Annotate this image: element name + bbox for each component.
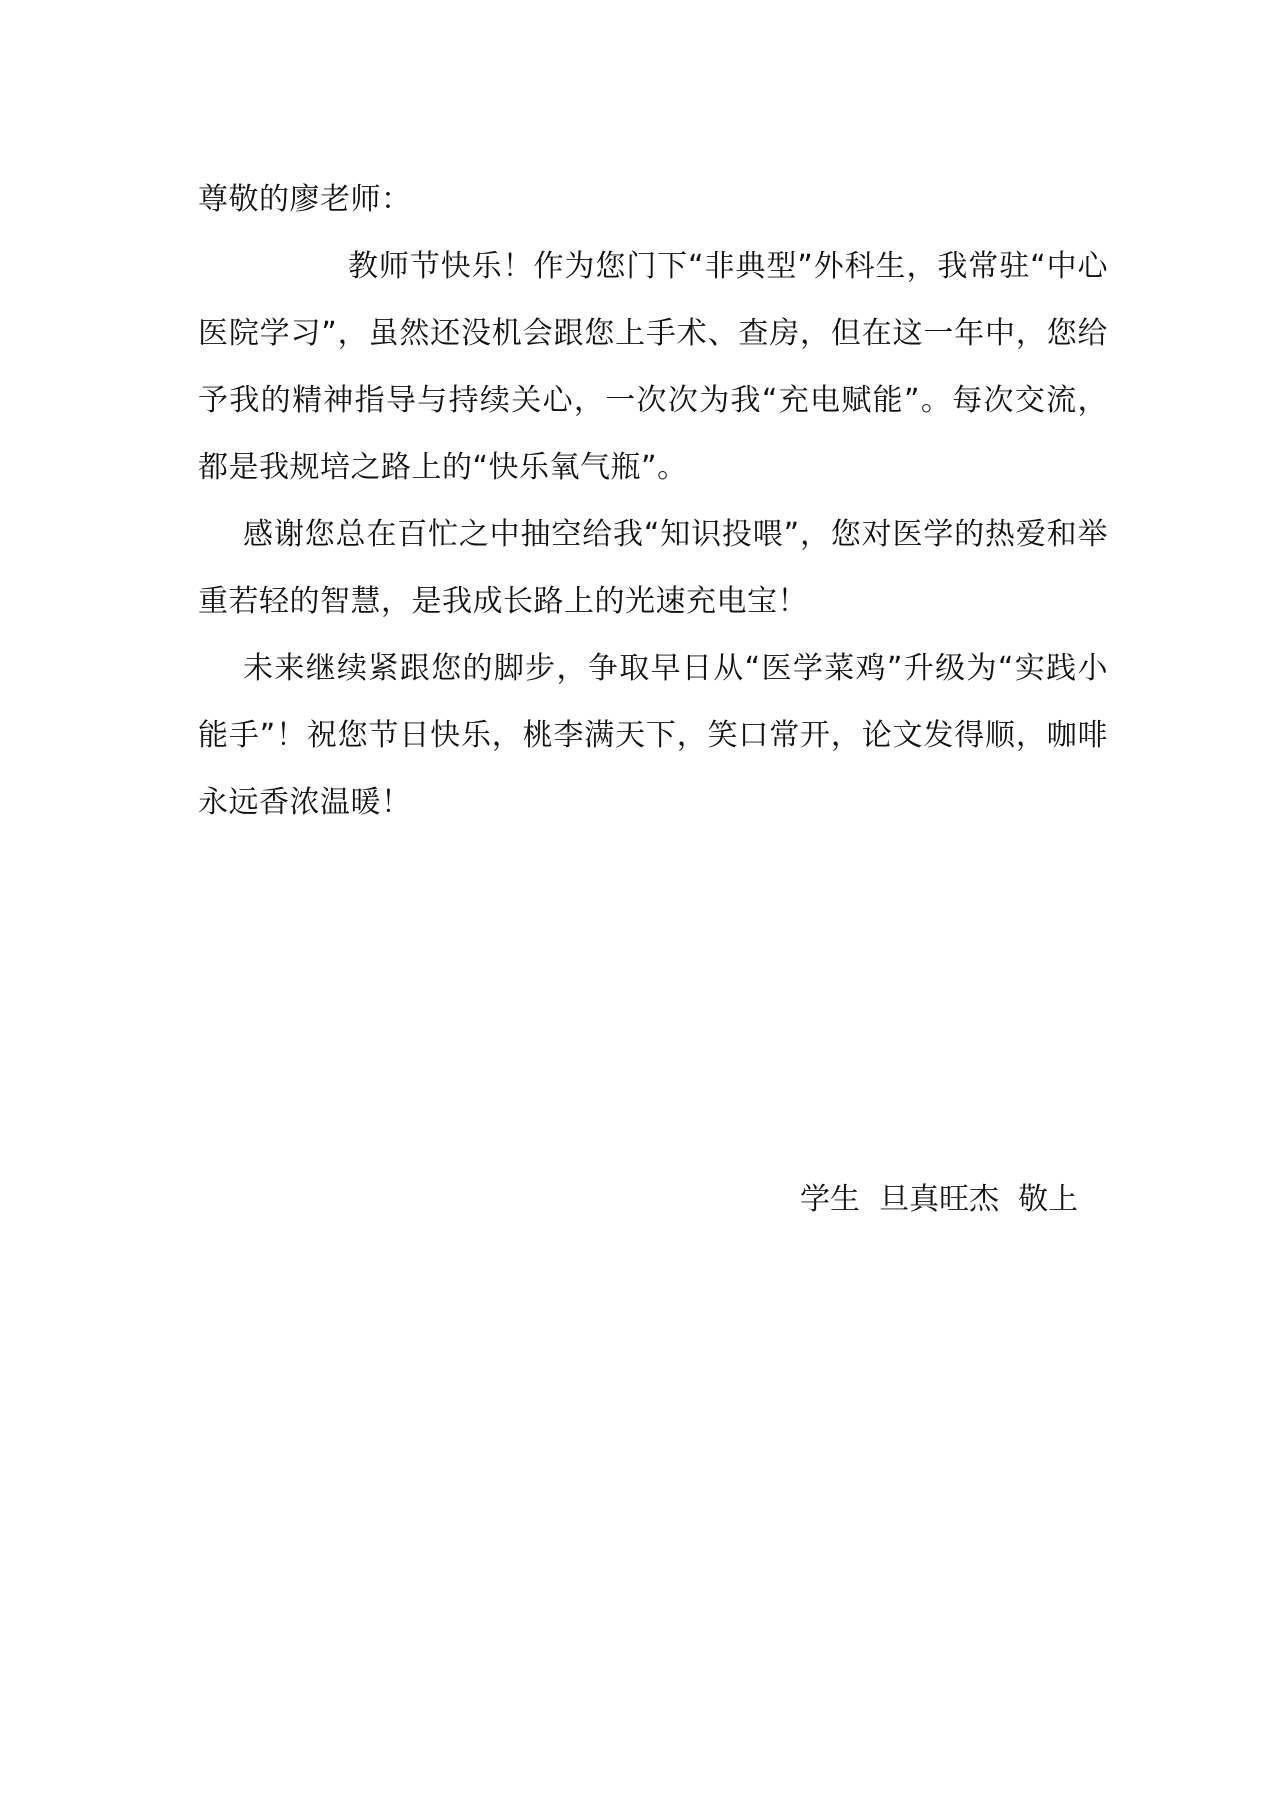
salutation: 尊敬的廖老师： xyxy=(198,182,412,217)
letter-body xyxy=(198,166,1108,836)
paragraph-greeting: 教师节快乐！作为您门下“非典型”外科生，我常驻“中心医院学习”，虽然还没机会跟您上手术、查房，但在这一年中，您给予我的精神指导与持续关心，一次次为我“充电赋能”。每次交流，都是我规培之路上的“快乐氧气瓶”。 xyxy=(198,249,1108,485)
paragraph-thanks: 感谢您总在百忙之中抽空给我“知识投喂”，您对医学的热爱和举重若轻的智慧，是我成长路上的光速充电宝！ xyxy=(198,517,1108,619)
signature: 学生 旦真旺杰 敬上 xyxy=(800,1182,1079,1217)
paragraph-wishes: 未来继续紧跟您的脚步，争取早日从“医学菜鸡”升级为“实践小能手”！祝您节日快乐，桃李满天下，笑口常开，论文发得顺，咖啡永远香浓温暖！ xyxy=(198,651,1108,820)
